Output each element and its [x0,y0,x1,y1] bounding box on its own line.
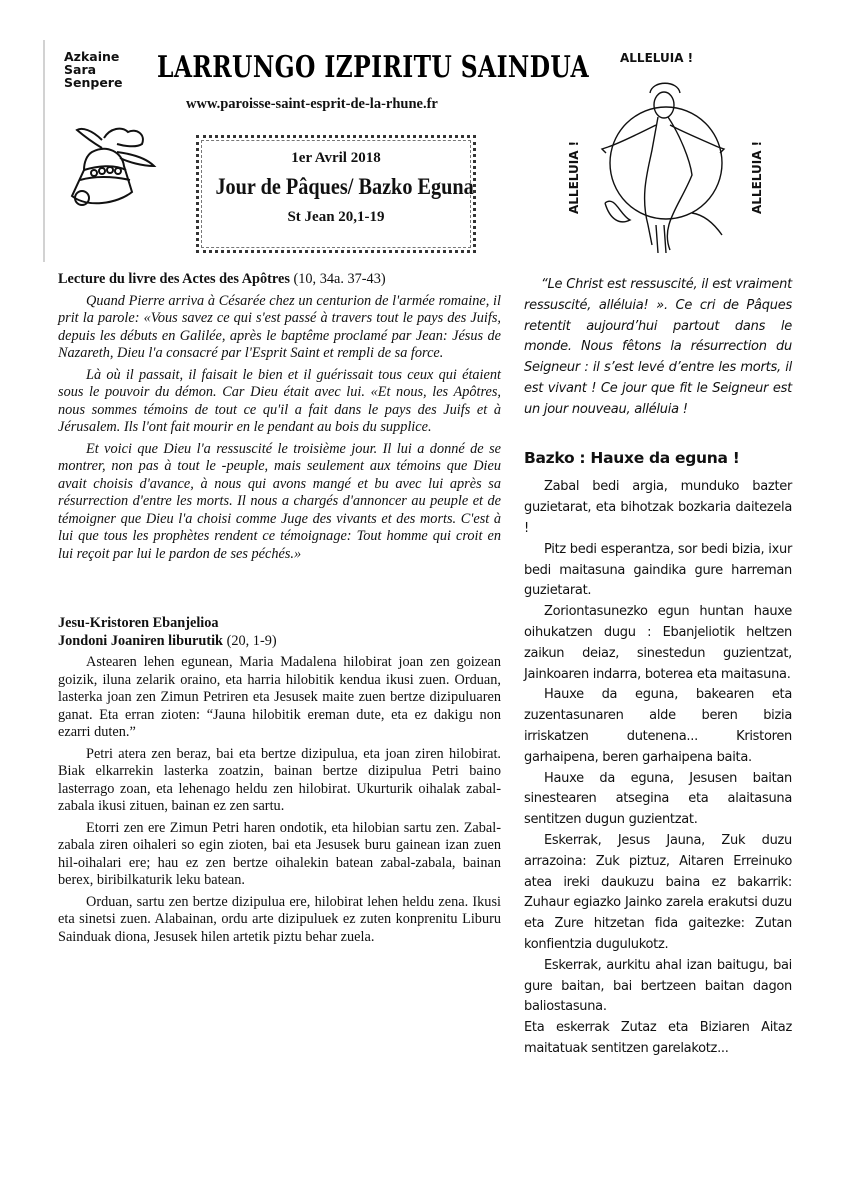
gospel-subtitle: Jondoni Joaniren liburutik [58,632,224,649]
left-column [58,271,501,950]
parish-name: Senpere [64,75,123,90]
bulletin-date: 1er Avril 2018 [291,150,381,166]
alleluia-top: ALLELUIA ! [620,51,694,65]
gospel-heading [58,615,501,650]
first-reading-heading [58,271,501,289]
meditation-paragraph: Zabal bedi argia, munduko bazter guzietarat, eta bihotzak bozkaria daitezela ! [524,479,792,536]
parish-list [64,50,122,89]
meditation-paragraph: Eskerrak, Jesus Jauna, Zuk duzu arrazoina: Zuk piztuz, Aitaren Erreinuko atea ireki daukuzu baina ez bakarrik: Zuhaur egiazko Jainko zarela erakutsi duzu eta Zure hitzetan fida gaitezke: Zutan konfientzia dugulukotz. [524,832,792,952]
feast-title: Jour de Pâques/ Bazko Eguna [215,174,474,199]
date-box [196,135,476,253]
meditation-paragraph: Hauxe da eguna, bakearen eta zuzentasunaren alde beren bizia irriskatzen dutenena... Kristoren garhaipena, beren garhaipena baita. [524,687,792,765]
gospel-paragraph: Etorri zen ere Zimun Petri haren ondotik, eta hilobian sartu zen. Zabal-zabala ziren oihaleri so egin zioten, bai eta Jesusek buru gainean izan zuen hil-oihalari ere; hau ez zen bertze oihalekin batean zabal-zabala, bainan berex, biribilkaturik leku batean. [58,819,501,888]
reading-paragraph: Là où il passait, il faisait le bien et il guérissait tous ceux qui étaient sous le pouvoir du démon. Car Dieu était avec lui. «Et nous, les Apôtres, nous sommes témoins de tout ce qu'il a fait dans le pays des Juifs et à Jérusalem. Ils l'ont fait mourir en le pendant au bois du supplice. [58,366,501,435]
parish-name: Sara [64,62,97,77]
alleluia-left: ALLELUIA ! [567,140,581,214]
reading-paragraph: Et voici que Dieu l'a ressuscité le troisième jour. Il lui a donné de se montrer, non pas à tout le -peuple, mais seulement aux témoins que Dieu avait choisis d'avance, à nous qui avons mangé et bu avec lui après sa résurrection d'entre les morts. Il nous a chargés d'annoncer au peuple et de témoigner que Dieu l'a choisi comme Juge des vivants et des morts. C'est à lui que tous les prophètes rendent ce témoignage: Tout homme qui croit en lui reçoit par lui le pardon de ses péchés.» [58,440,501,562]
bell-icon [62,122,162,212]
meditation-heading: Bazko : Hauxe da eguna ! [524,448,740,467]
reading-paragraph: Quand Pierre arriva à Césarée chez un centurion de l'armée romaine, il prit la parole: «Vous savez ce qui s'est passé à travers tout le pays des Juifs, depuis les débuts en Galilée, après le baptême proclamé par Jean: Jésus de Nazareth, Dieu l'a consacré par l'Esprit Saint et rempli de sa force. [58,292,501,361]
gospel-paragraph: Petri atera zen beraz, bai eta bertze dizipulua, eta joan ziren hilobirat. Biak elkarrekin lasterka zoatzin, bainan bertze dizipulua Petri baino lasterrago zoan, eta lehenago heldu zen hilobirat. Ukurturik oihalak zabal-zabala ikusi zituen, bainan ez zen sartu. [58,745,501,814]
gospel-reading [58,615,501,946]
gospel-paragraph: Orduan, sartu zen bertze dizipulua ere, hilobirat lehen heldu zena. Ikusi eta sinetsi zuen. Alabainan, ordu arte dizipuluek ez zuten konprenitu Liburu Sainduak diona, Jesusek hilen artetik piztu behar zuela. [58,893,501,945]
right-column [524,275,792,1060]
first-reading-title: Lecture du livre des Actes des Apôtres [58,271,290,287]
gospel-paragraph: Astearen lehen egunean, Maria Madalena hilobirat joan zen goizean goizik, iluna zelarik oraino, eta harria hilobitik kendua ikusi zuen. Orduan, lasterka joan zen Zimun Petriren eta Jesusek maite zuen bertze dizipuluaren ganat. Eta erran zioten: “Jauna hilobitik ereman dute, eta ez dakigu non ezarri duten.” [58,654,501,740]
alleluia-right: ALLELUIA ! [750,140,764,214]
website-link: www.paroisse-saint-esprit-de-la-rhune.fr [186,96,438,112]
meditation-paragraph: Pitz bedi esperantza, sor bedi bizia, ixur bedi maitasuna gaindika gure harreman guzietarat. [524,541,792,599]
risen-christ-icon [600,75,730,260]
first-reading-reference: (10, 34a. 37-43) [293,271,386,287]
gospel-heading-reference: (20, 1-9) [226,632,277,649]
meditation-paragraph: Eskerrak, aurkitu ahal izan baitugu, bai gure baitan, bai bertzeen baitan dagon baliostasuna. [524,957,792,1015]
meditation-paragraph: Hauxe da eguna, Jesusen baitan sinestearen atsegina eta alaitasuna sentitzen dugun guzientzat. [524,770,792,828]
header-divider [43,40,45,262]
gospel-reference: St Jean 20,1-19 [287,209,385,225]
first-reading [58,271,501,563]
meditation-closing: Eta eskerrak Zutaz eta Biziaren Aitaz maitatuak sentitzen garelakotz... [524,1020,792,1056]
meditation-paragraph: Zoriontasunezko egun huntan hauxe oihukatzen dugu : Ebanjeliotik heltzen zaikun deiaz, sinestedun guzientzat, Jainkoaren indarra, boterea eta maitasuna. [524,604,792,682]
gospel-title: Jesu-Kristoren Ebanjelioa [58,615,219,631]
masthead-title: LARRUNGO IZPIRITU SAINDUA [157,50,590,85]
easter-quote: “Le Christ est ressuscité, il est vraiment ressuscité, alléluia! ». Ce cri de Pâques retentit aujourd’hui partout dans le monde. Nous fêtons la résurrection du Seigneur : il s’est levé d’entre les morts, il est vivant ! Ce jour que fit le Seigneur est un jour nouveau, alléluia ! [524,277,792,417]
parish-name: Azkaine [64,49,120,64]
